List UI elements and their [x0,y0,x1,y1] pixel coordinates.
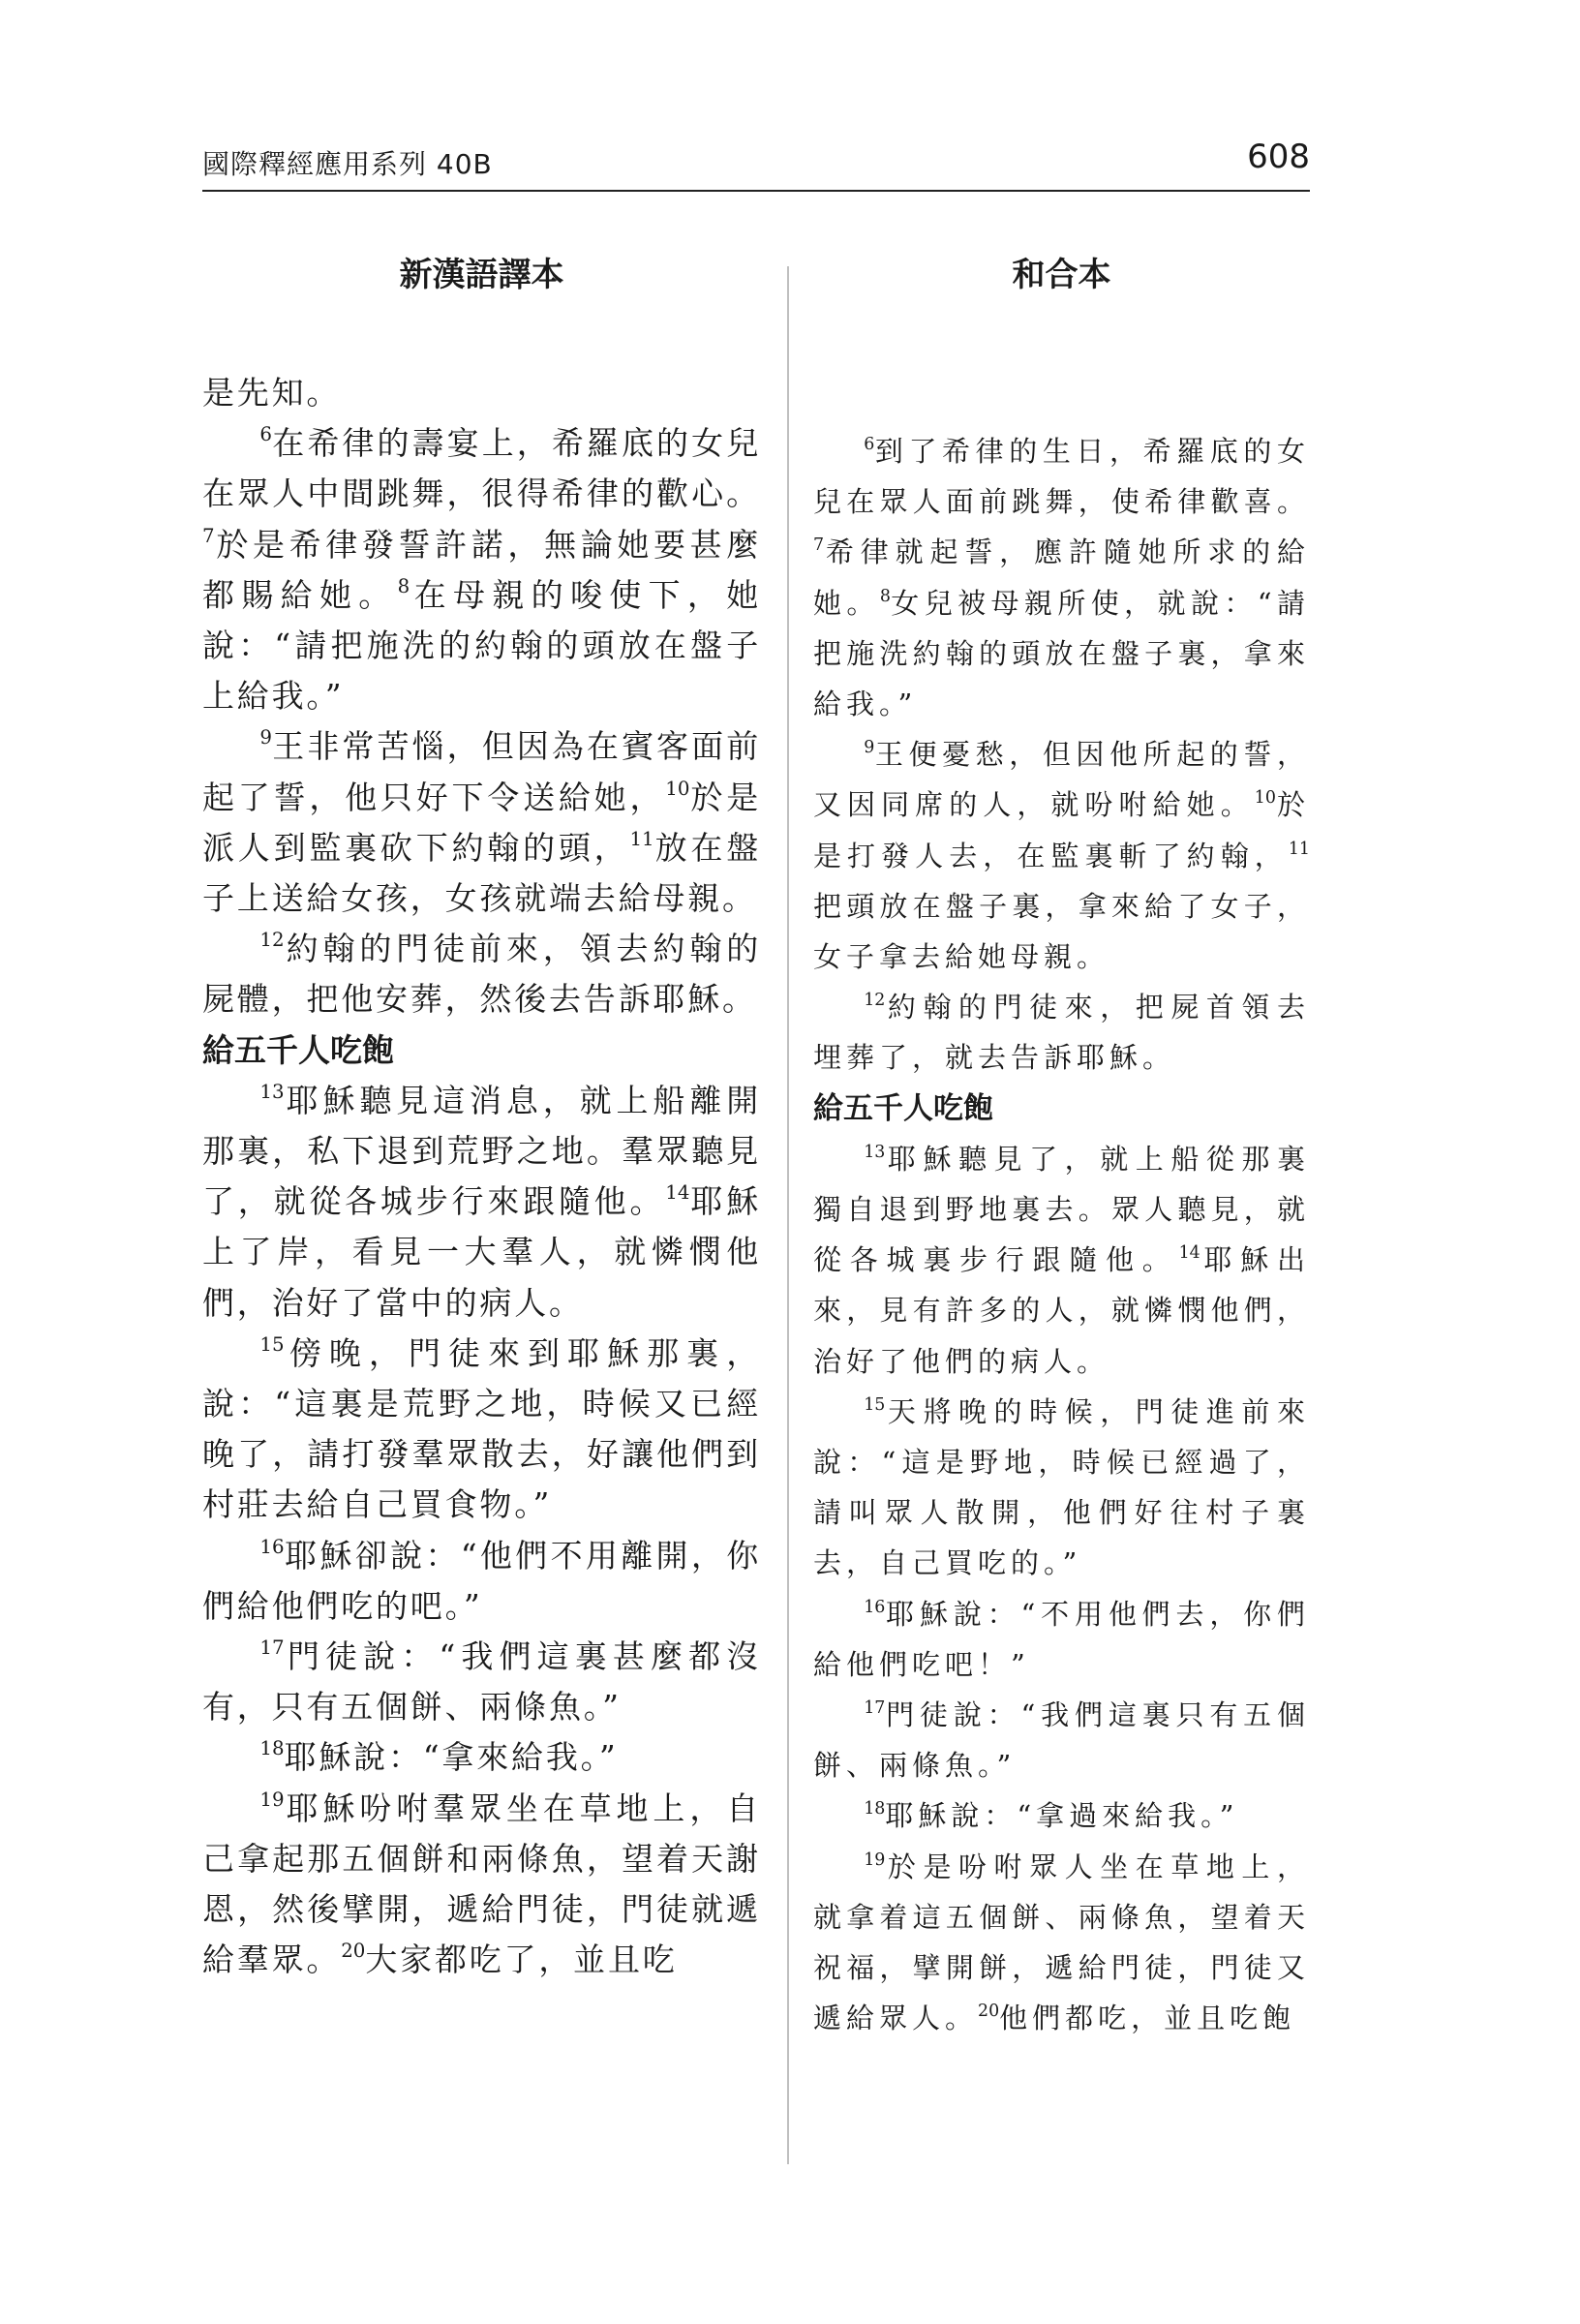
verse-number: 19 [864,1850,886,1870]
scripture-paragraph [202,418,761,721]
verse-text: 門徒說：“我們這裏甚麼都沒有，只有五個餅、兩條魚。” [202,1637,761,1727]
section-heading: 給五千人吃飽 [813,1090,993,1126]
verse-text: 耶穌說：“拿過來給我。” [885,1799,1239,1833]
verse-number: 14 [665,1181,690,1205]
verse-number: 20 [341,1940,366,1963]
verse-number: 19 [259,1788,285,1811]
verse-text: 於是派人到監裏砍下約翰的頭， [202,778,761,867]
scripture-paragraph [202,1531,761,1632]
verse-number: 13 [864,1142,886,1162]
verse-number: 9 [259,726,272,749]
scripture-paragraph [202,1329,761,1531]
verse-text: 於是打發人去，在監裏斬了約翰， [813,788,1310,872]
verse-number: 8 [397,574,410,597]
verse-number: 18 [259,1737,285,1760]
verse-text: 王非常苦惱，但因為在賓客面前起了誓，他只好下令送給她， [202,727,761,816]
scripture-paragraph [813,1842,1310,2044]
verse-text: 於是吩咐眾人坐在草地上，就拿着這五個餅、兩條魚，望着天祝福，擘開餅，遞給門徒，門徒又遞給眾人。 [813,1850,1310,2035]
verse-number: 11 [629,827,654,850]
verse-text: 耶穌卻說：“他們不用離開，你們給他們吃的吧。” [202,1536,761,1625]
verse-text: 在母親的唆使下，她說：“請把施洗的約翰的頭放在盤子上給我。” [202,575,762,716]
verse-text: 女兒被母親所使，就說：“請把施洗約翰的頭放在盤子裏，拿來給我。” [813,586,1310,721]
verse-number: 16 [259,1535,285,1558]
verse-number: 7 [813,535,825,556]
verse-number: 18 [864,1799,886,1819]
scripture-paragraph [813,1589,1310,1690]
verse-text: 約翰的門徒來，把屍首領去埋葬了，就去告訴耶穌。 [813,991,1310,1075]
verse-number: 10 [665,777,690,800]
verse-text: 耶穌吩咐羣眾坐在草地上，自己拿起那五個餅和兩條魚，望着天謝恩，然後擘開，遞給門徒，門徒就遞給羣眾。 [202,1789,761,1979]
scripture-paragraph [813,1690,1310,1790]
verse-text: 耶穌聽見這消息，就上船離開那裏，私下退到荒野之地。羣眾聽見了，就從各城步行來跟隨他。 [202,1081,761,1221]
verse-text: 是先知。 [202,374,342,412]
verse-text: 耶穌出來，見有許多的人，就憐憫他們，治好了他們的病人。 [813,1243,1310,1378]
scripture-paragraph [202,1784,761,1986]
verse-number: 12 [259,929,285,952]
verse-number: 17 [259,1636,285,1660]
verse-number: 15 [864,1394,886,1415]
right-column-union-version [813,250,1310,2044]
verse-text: 傍晚，門徒來到耶穌那裏，說：“這裏是荒野之地，時候又已經晚了，請打發羣眾散去，好讓他們到村莊去給自己買食物。” [202,1333,761,1524]
verse-text: 王便憂愁，但因他所起的誓，又因同席的人，就吩咐給她。 [813,738,1310,822]
verse-text: 約翰的門徒前來，領去約翰的屍體，把他安葬，然後去告訴耶穌。 [202,930,761,1019]
scripture-paragraph [813,1790,1310,1841]
right-column-title: 和合本 [1012,256,1111,294]
verse-number: 10 [1254,788,1276,809]
verse-text: 放在盤子上送給女孩，女孩就端去給母親。 [202,828,761,918]
scripture-paragraph [202,924,761,1024]
verse-text: 耶穌說：“拿來給我。” [284,1738,619,1777]
left-column-text [202,368,761,1986]
left-column-new-chinese-version [202,250,761,1986]
verse-text: 天將晚的時候，門徒進前來說：“這是野地，時候已經過了，請叫眾人散開，他們好往村子裏去，自己買吃的。” [813,1394,1310,1580]
verse-number: 17 [864,1697,886,1718]
running-header [202,136,1310,192]
verse-number: 11 [1288,839,1310,859]
verse-number: 13 [259,1080,285,1103]
scripture-paragraph [202,1632,761,1732]
verse-number: 16 [864,1597,886,1617]
verse-text: 大家都吃了，並且吃 [365,1941,678,1979]
verse-number: 6 [864,434,875,454]
series-title: 國際釋經應用系列 40B [202,148,493,180]
verse-number: 6 [259,423,272,446]
scripture-paragraph [813,729,1310,982]
verse-text: 耶穌說：“不用他們去，你們給他們吃吧！” [813,1597,1310,1681]
section-heading: 給五千人吃飽 [202,1030,394,1069]
verse-text: 於是希律發誓許諾，無論她要甚麼都賜給她。 [202,525,761,614]
verse-number: 14 [1178,1243,1200,1264]
left-column-title: 新漢語譯本 [399,256,564,294]
verse-text: 在希律的壽宴上，希羅底的女兒在眾人中間跳舞，很得希律的歡心。 [202,424,761,513]
verse-text: 門徒說：“我們這裏只有五個餅、兩條魚。” [813,1698,1310,1783]
scripture-paragraph [202,1076,761,1329]
verse-number: 20 [978,2002,1000,2022]
scripture-paragraph [202,368,761,418]
scripture-paragraph [202,721,761,924]
verse-number: 7 [202,524,215,547]
verse-number: 9 [864,738,875,758]
verse-text: 耶穌聽見了，就上船從那裏獨自退到野地裏去。眾人聽見，就從各城裏步行跟隨他。 [813,1142,1310,1277]
scripture-paragraph [202,1732,761,1783]
column-divider [787,266,789,2164]
page-number: 608 [1247,138,1310,176]
verse-text: 到了希律的生日，希羅底的女兒在眾人面前跳舞，使希律歡喜。 [813,435,1310,519]
right-column-text [813,426,1310,2044]
scripture-paragraph [813,1134,1310,1387]
verse-text: 耶穌上了岸，看見一大羣人，就憐憫他們，治好了當中的病人。 [202,1182,761,1322]
scripture-paragraph [813,1387,1310,1589]
verse-number: 15 [259,1333,285,1356]
scripture-paragraph [813,982,1310,1083]
verse-number: 8 [879,586,891,606]
verse-text: 希律就起誓，應許隨她所求的給她。 [813,535,1310,620]
scripture-paragraph [813,426,1310,729]
verse-text: 把頭放在盤子裏，拿來給了女子，女子拿去給她母親。 [813,889,1310,974]
verse-number: 12 [864,991,886,1011]
verse-text: 他們都吃，並且吃飽 [999,2002,1296,2035]
